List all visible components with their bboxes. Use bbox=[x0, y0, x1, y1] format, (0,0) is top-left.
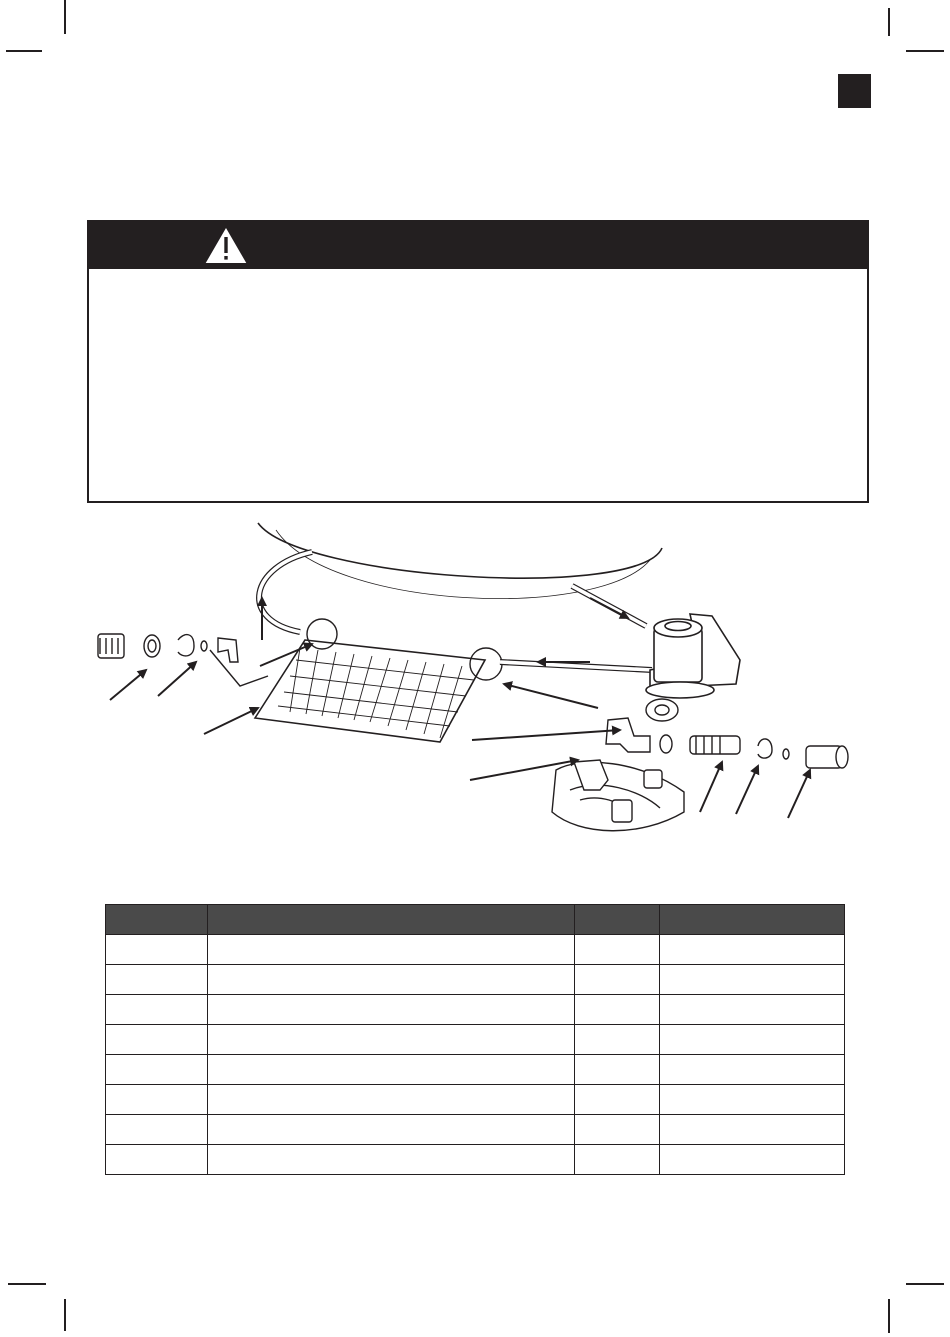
table-cell bbox=[106, 935, 208, 965]
table-cell bbox=[208, 995, 575, 1025]
table-cell bbox=[575, 965, 660, 995]
solar-mat bbox=[255, 640, 485, 742]
table-row bbox=[106, 935, 845, 965]
table-row bbox=[106, 1055, 845, 1085]
installation-diagram bbox=[0, 510, 950, 850]
table-cell bbox=[208, 965, 575, 995]
pool-base bbox=[552, 760, 684, 831]
table-cell bbox=[660, 1085, 845, 1115]
filter-pump bbox=[646, 614, 740, 698]
crop-mark bbox=[888, 8, 890, 36]
table-cell bbox=[660, 1115, 845, 1145]
table-cell bbox=[660, 995, 845, 1025]
table-row bbox=[106, 1145, 845, 1175]
crop-mark bbox=[906, 1283, 944, 1285]
column-header bbox=[208, 905, 575, 935]
column-header bbox=[660, 905, 845, 935]
table-cell bbox=[660, 965, 845, 995]
return-hose bbox=[259, 552, 312, 640]
warning-triangle-icon bbox=[201, 223, 251, 267]
crop-mark bbox=[64, 1299, 66, 1331]
table-cell bbox=[106, 965, 208, 995]
table-row bbox=[106, 965, 845, 995]
table-row bbox=[106, 1085, 845, 1115]
table-cell bbox=[208, 1055, 575, 1085]
table-cell bbox=[575, 935, 660, 965]
column-header bbox=[575, 905, 660, 935]
table-cell bbox=[208, 1025, 575, 1055]
crop-mark bbox=[8, 1283, 46, 1285]
table-row bbox=[106, 1115, 845, 1145]
table-cell bbox=[575, 1115, 660, 1145]
table-cell bbox=[106, 1055, 208, 1085]
table-cell bbox=[208, 1145, 575, 1175]
table-cell bbox=[106, 1145, 208, 1175]
table-cell bbox=[660, 935, 845, 965]
table-cell bbox=[106, 1025, 208, 1055]
column-header bbox=[106, 905, 208, 935]
table-cell bbox=[660, 1145, 845, 1175]
crop-mark bbox=[888, 1299, 890, 1333]
pool-wall bbox=[258, 523, 662, 599]
table-cell bbox=[106, 1115, 208, 1145]
table-row bbox=[106, 995, 845, 1025]
table-cell bbox=[106, 1085, 208, 1115]
table-cell bbox=[575, 1055, 660, 1085]
language-tab bbox=[838, 74, 871, 108]
table-cell bbox=[208, 935, 575, 965]
table-header-row bbox=[106, 905, 845, 935]
right-fittings bbox=[606, 699, 848, 768]
table-cell bbox=[575, 1085, 660, 1115]
table-cell bbox=[660, 1055, 845, 1085]
supply-hose bbox=[500, 662, 652, 670]
table-cell bbox=[208, 1085, 575, 1115]
warning-box bbox=[87, 220, 869, 503]
left-fittings bbox=[98, 634, 268, 686]
table-cell bbox=[106, 995, 208, 1025]
table-cell bbox=[575, 1025, 660, 1055]
crop-mark bbox=[6, 50, 42, 52]
parts-table bbox=[105, 904, 845, 1175]
table-cell bbox=[208, 1115, 575, 1145]
table-cell bbox=[575, 1145, 660, 1175]
table-cell bbox=[660, 1025, 845, 1055]
crop-mark bbox=[64, 0, 66, 34]
warning-header bbox=[89, 222, 867, 269]
table-row bbox=[106, 1025, 845, 1055]
crop-mark bbox=[906, 50, 944, 52]
table-cell bbox=[575, 995, 660, 1025]
inlet-hose bbox=[572, 586, 646, 626]
